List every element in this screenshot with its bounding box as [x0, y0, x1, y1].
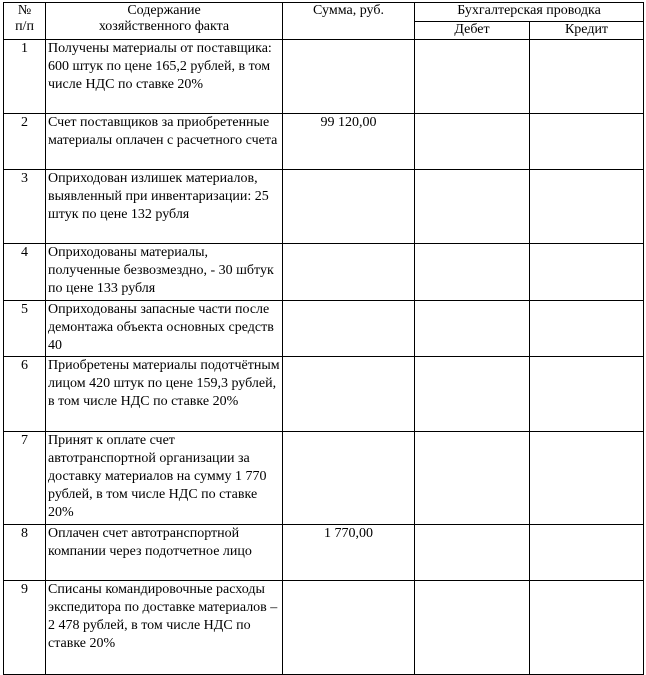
- row-content: Оплачен счет автотранспортной компании через подотчетное лицо: [46, 525, 283, 581]
- table-row: [4, 525, 644, 581]
- row-content: Счет поставщиков за приобретенные материалы оплачен с расчетного счета: [46, 114, 283, 170]
- row-debit: [415, 301, 530, 357]
- header-content-line1: Содержание: [127, 3, 201, 18]
- row-content: Приобретены материалы подотчётным лицом 420 штук по цене 159,3 рублей, в том числе НДС по ставке 20%: [46, 357, 283, 432]
- row-credit: [530, 244, 644, 301]
- row-number: 6: [4, 357, 46, 432]
- row-credit: [530, 40, 644, 114]
- table-row: [4, 244, 644, 301]
- row-credit: [530, 301, 644, 357]
- row-debit: [415, 40, 530, 114]
- table-row: [4, 114, 644, 170]
- row-number: 9: [4, 581, 46, 675]
- row-number: 8: [4, 525, 46, 581]
- row-content: Оприходованы материалы, полученные безвозмездно, - 30 шбтук по цене 133 рубля: [46, 244, 283, 301]
- row-content: Оприходован излишек материалов, выявленный при инвентаризации: 25 штук по цене 132 рубля: [46, 170, 283, 244]
- row-sum: [283, 301, 415, 357]
- table-row: [4, 357, 644, 432]
- row-credit: [530, 525, 644, 581]
- row-sum: 99 120,00: [283, 114, 415, 170]
- row-debit: [415, 170, 530, 244]
- row-debit: [415, 244, 530, 301]
- header-debit: Дебет: [415, 22, 530, 40]
- row-content: Принят к оплате счет автотранспортной организации за доставку материалов на сумму 1 770 рублей, в том числе НДС по ставке 20%: [46, 432, 283, 525]
- row-number: 5: [4, 301, 46, 357]
- accounting-entries-table: [3, 2, 644, 675]
- row-number: 1: [4, 40, 46, 114]
- row-number: 2: [4, 114, 46, 170]
- row-content: Списаны командировочные расходы экспедитора по доставке материалов – 2 478 рублей, в том числе НДС по ставке 20%: [46, 581, 283, 675]
- header-sum: Сумма, руб.: [283, 3, 415, 40]
- row-number: 4: [4, 244, 46, 301]
- row-sum: [283, 40, 415, 114]
- header-accounting-entry: Бухгалтерская проводка: [415, 3, 644, 22]
- table-row: [4, 40, 644, 114]
- header-number-pp: п/п: [15, 19, 34, 34]
- header-content: [46, 3, 283, 40]
- row-content: Оприходованы запасные части после демонтажа объекта основных средств 40: [46, 301, 283, 357]
- header-credit: Кредит: [530, 22, 644, 40]
- row-credit: [530, 357, 644, 432]
- header-row-number: [4, 3, 46, 40]
- row-sum: 1 770,00: [283, 525, 415, 581]
- row-debit: [415, 357, 530, 432]
- row-debit: [415, 114, 530, 170]
- row-debit: [415, 581, 530, 675]
- row-credit: [530, 432, 644, 525]
- row-sum: [283, 357, 415, 432]
- table-body: [4, 40, 644, 675]
- table-row: [4, 581, 644, 675]
- table-row: [4, 432, 644, 525]
- row-sum: [283, 581, 415, 675]
- row-number: 3: [4, 170, 46, 244]
- row-sum: [283, 170, 415, 244]
- row-sum: [283, 432, 415, 525]
- header-number-sign: №: [17, 3, 32, 18]
- row-sum: [283, 244, 415, 301]
- row-credit: [530, 581, 644, 675]
- header-content-line2: хозяйственного факта: [98, 19, 230, 34]
- row-number: 7: [4, 432, 46, 525]
- row-content: Получены материалы от поставщика: 600 штук по цене 165,2 рублей, в том числе НДС по ставке 20%: [46, 40, 283, 114]
- row-debit: [415, 525, 530, 581]
- row-credit: [530, 170, 644, 244]
- row-credit: [530, 114, 644, 170]
- table-row: [4, 170, 644, 244]
- row-debit: [415, 432, 530, 525]
- table-row: [4, 301, 644, 357]
